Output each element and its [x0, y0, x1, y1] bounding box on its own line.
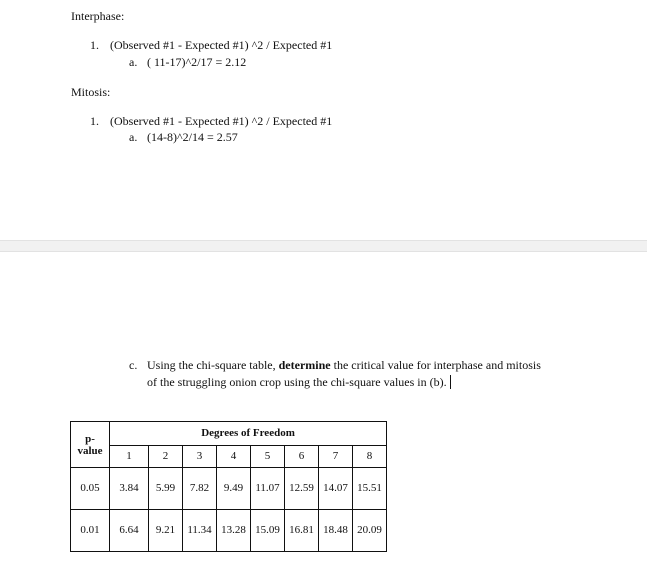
df-cell: 5 — [251, 446, 285, 468]
table-header-row — [71, 422, 387, 446]
interphase-heading: Interphase: — [71, 9, 125, 23]
question-letter: c. — [129, 358, 138, 372]
df-cell: 7 — [319, 446, 353, 468]
p-value-cell: 0.01 — [71, 510, 110, 552]
mitosis-heading: Mitosis: — [71, 85, 111, 99]
mitosis-sub-letter: a. — [129, 130, 138, 144]
table-row — [71, 510, 387, 552]
interphase-sub-letter: a. — [129, 55, 138, 69]
mitosis-item-number: 1. — [90, 114, 99, 128]
mitosis-calculation: (14-8)^2/14 = 2.57 — [147, 130, 238, 144]
p-value-header-line-2: value — [77, 444, 103, 457]
chi-square-table — [70, 421, 387, 552]
critical-value-cell: 3.84 — [110, 468, 149, 510]
page-break — [0, 240, 647, 252]
table-row — [71, 468, 387, 510]
critical-value-cell: 13.28 — [217, 510, 251, 552]
p-value-cell: 0.05 — [71, 468, 110, 510]
critical-value-cell: 7.82 — [183, 468, 217, 510]
p-value-header-line-1: p- — [85, 432, 95, 445]
interphase-item-number: 1. — [90, 38, 99, 52]
critical-value-cell: 14.07 — [319, 468, 353, 510]
df-cell: 8 — [353, 446, 387, 468]
p-value-header-cell — [71, 422, 110, 468]
df-cell: 6 — [285, 446, 319, 468]
df-cell: 2 — [149, 446, 183, 468]
df-cell: 4 — [217, 446, 251, 468]
critical-value-cell: 20.09 — [353, 510, 387, 552]
question-text-after: the critical value for interphase and mitosis — [330, 358, 541, 372]
critical-value-cell: 5.99 — [149, 468, 183, 510]
question-bold-keyword: determine — [278, 358, 331, 372]
df-cell: 1 — [110, 446, 149, 468]
text-cursor — [450, 375, 451, 389]
critical-value-cell: 16.81 — [285, 510, 319, 552]
critical-value-cell: 11.34 — [183, 510, 217, 552]
critical-value-cell: 6.64 — [110, 510, 149, 552]
degrees-of-freedom-header: Degrees of Freedom — [110, 422, 387, 446]
critical-value-cell: 15.09 — [251, 510, 285, 552]
critical-value-cell: 9.49 — [217, 468, 251, 510]
interphase-formula: (Observed #1 - Expected #1) ^2 / Expected #1 — [110, 38, 333, 52]
critical-value-cell: 12.59 — [285, 468, 319, 510]
interphase-calculation: ( 11-17)^2/17 = 2.12 — [147, 55, 247, 69]
critical-value-cell: 9.21 — [149, 510, 183, 552]
critical-value-cell: 18.48 — [319, 510, 353, 552]
question-line-2 — [147, 375, 451, 389]
df-row — [71, 446, 387, 468]
question-text-before: Using the chi-square table, — [147, 358, 279, 372]
mitosis-formula: (Observed #1 - Expected #1) ^2 / Expected #1 — [110, 114, 333, 128]
critical-value-cell: 15.51 — [353, 468, 387, 510]
critical-value-cell: 11.07 — [251, 468, 285, 510]
df-cell: 3 — [183, 446, 217, 468]
question-line-1 — [147, 358, 541, 372]
question-text-line-2: of the struggling onion crop using the chi-square values in (b). — [147, 375, 447, 389]
